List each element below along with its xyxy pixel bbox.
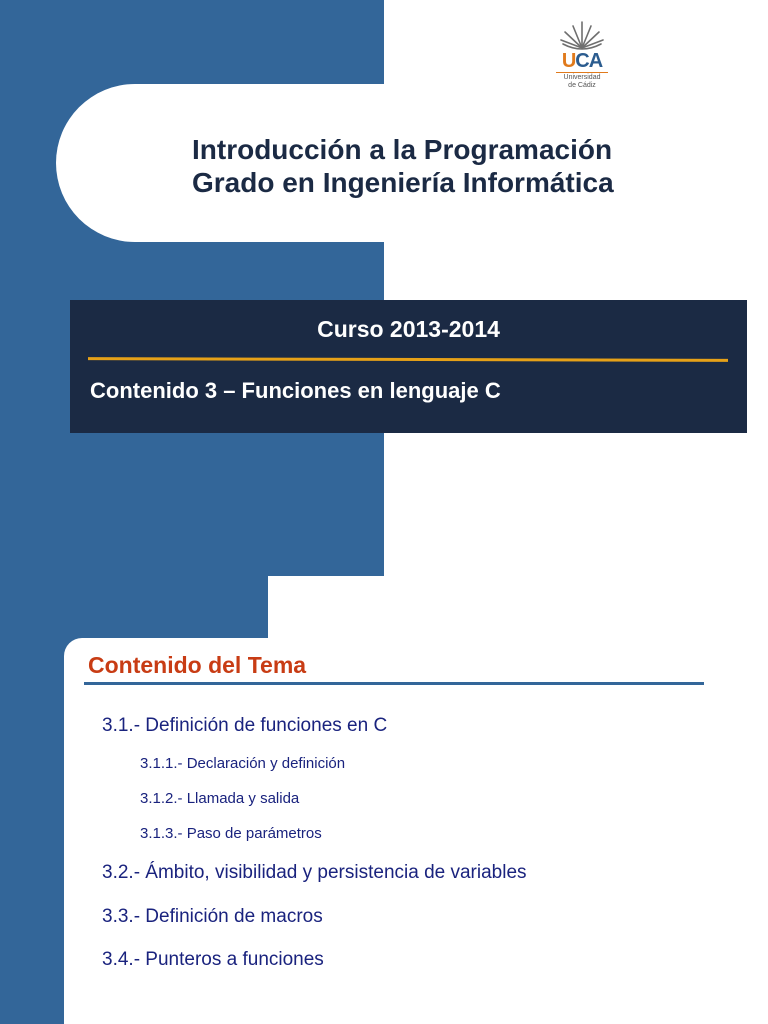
contents-slide (0, 576, 768, 1024)
section-divider (84, 682, 704, 685)
logo-underline (556, 72, 608, 73)
toc-item-3-3: 3.3.- Definición de macros (102, 906, 323, 927)
logo-letter-u: U (561, 50, 576, 72)
logo-subtitle-line-2: de Cádiz (568, 82, 596, 89)
title-line-1: Introducción a la Programación (192, 134, 613, 165)
toc-item-3-2: 3.2.- Ámbito, visibilidad y persistencia de variables (102, 862, 527, 883)
toc-item-3-1-1: 3.1.1.- Declaración y definición (140, 755, 346, 772)
course-label: Curso 2013-2014 (317, 316, 500, 342)
logo-subtitle-line-1: Universidad (563, 74, 601, 81)
logo-wordmark (552, 50, 612, 73)
toc-item-3-4: 3.4.- Punteros a funciones (102, 949, 324, 970)
toc-item-3-1-3: 3.1.3.- Paso de parámetros (140, 825, 322, 842)
logo-letters-ca: CA (575, 50, 603, 72)
logo-subtitle (548, 74, 616, 90)
section-heading: Contenido del Tema (88, 652, 307, 678)
toc-item-3-1-2: 3.1.2.- Llamada y salida (140, 790, 300, 807)
content-title: Contenido 3 – Funciones en lenguaje C (90, 378, 501, 403)
presentation-title (192, 133, 614, 199)
toc-item-3-1: 3.1.- Definición de funciones en C (102, 715, 388, 736)
title-line-2: Grado en Ingeniería Informática (192, 167, 614, 198)
